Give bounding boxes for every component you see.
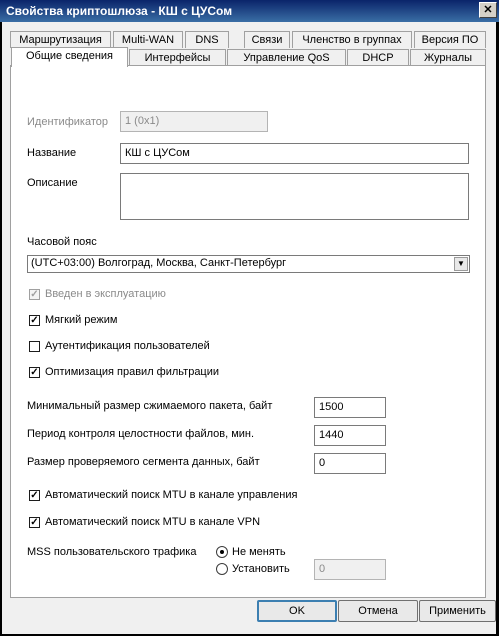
name-input[interactable]: КШ с ЦУСом [120, 143, 469, 164]
timezone-select[interactable] [27, 255, 470, 273]
chevron-down-icon[interactable]: ▼ [454, 257, 468, 271]
title-bar [0, 0, 499, 22]
user-auth-checkbox[interactable] [29, 341, 40, 352]
mss-set-radio[interactable] [216, 563, 228, 575]
filter-opt-checkbox[interactable]: ✓ [30, 367, 39, 378]
tab-general[interactable]: Общие сведения [11, 47, 128, 67]
min-packet-label: Минимальный размер сжимаемого пакета, байт [27, 400, 273, 412]
apply-button[interactable]: Применить [419, 600, 496, 622]
mtu-mgmt-checkbox[interactable]: ✓ [30, 490, 39, 501]
timezone-value: (UTC+03:00) Волгоград, Москва, Санкт-Петербург [31, 257, 287, 269]
description-label: Описание [27, 177, 78, 189]
tab-software-version[interactable]: Версия ПО [414, 31, 486, 48]
general-panel [10, 65, 486, 598]
tab-multi-wan[interactable]: Multi-WAN [113, 31, 183, 48]
mss-no-change-radio[interactable] [216, 546, 228, 558]
integrity-input[interactable]: 1440 [314, 425, 386, 446]
id-label: Идентификатор [27, 116, 108, 128]
mtu-vpn-checkbox[interactable]: ✓ [30, 517, 39, 528]
mss-set-label[interactable]: Установить [232, 563, 290, 575]
tab-links[interactable]: Связи [244, 31, 290, 48]
tab-interfaces[interactable]: Интерфейсы [129, 49, 226, 66]
filter-opt-label[interactable]: Оптимизация правил фильтрации [45, 366, 220, 378]
tab-dns[interactable]: DNS [185, 31, 229, 48]
dialog-client [2, 22, 496, 634]
ok-button[interactable]: OK [257, 600, 337, 622]
integrity-label: Период контроля целостности файлов, мин. [27, 428, 255, 440]
timezone-label: Часовой пояс [27, 236, 97, 248]
id-field: 1 (0x1) [120, 111, 268, 132]
in-service-checkbox: ✓ [30, 289, 39, 300]
mtu-mgmt-label[interactable]: Автоматический поиск MTU в канале управления [45, 489, 298, 501]
mtu-vpn-label[interactable]: Автоматический поиск MTU в канале VPN [45, 516, 261, 528]
soft-mode-checkbox[interactable]: ✓ [30, 315, 39, 326]
description-textarea[interactable] [120, 173, 469, 220]
mss-value-input: 0 [314, 559, 386, 580]
min-packet-input[interactable]: 1500 [314, 397, 386, 418]
name-label: Название [27, 147, 77, 159]
window-title: Свойства криптошлюза - КШ с ЦУСом [6, 4, 233, 18]
user-auth-label[interactable]: Аутентификация пользователей [45, 340, 210, 352]
tab-qos[interactable]: Управление QoS [227, 49, 346, 66]
tab-dhcp[interactable]: DHCP [347, 49, 409, 66]
tab-group-membership[interactable]: Членство в группах [292, 31, 412, 48]
cancel-button[interactable]: Отмена [338, 600, 418, 622]
tab-routing[interactable]: Маршрутизация [10, 31, 111, 48]
mss-no-change-label[interactable]: Не менять [232, 546, 286, 558]
soft-mode-label[interactable]: Мягкий режим [45, 314, 118, 326]
segment-label: Размер проверяемого сегмента данных, байт [27, 456, 260, 468]
tab-logs[interactable]: Журналы [410, 49, 486, 66]
mss-label: MSS пользовательского трафика [27, 546, 197, 558]
in-service-label: Введен в эксплуатацию [45, 288, 166, 300]
close-icon[interactable]: ✕ [479, 2, 497, 18]
segment-input[interactable]: 0 [314, 453, 386, 474]
